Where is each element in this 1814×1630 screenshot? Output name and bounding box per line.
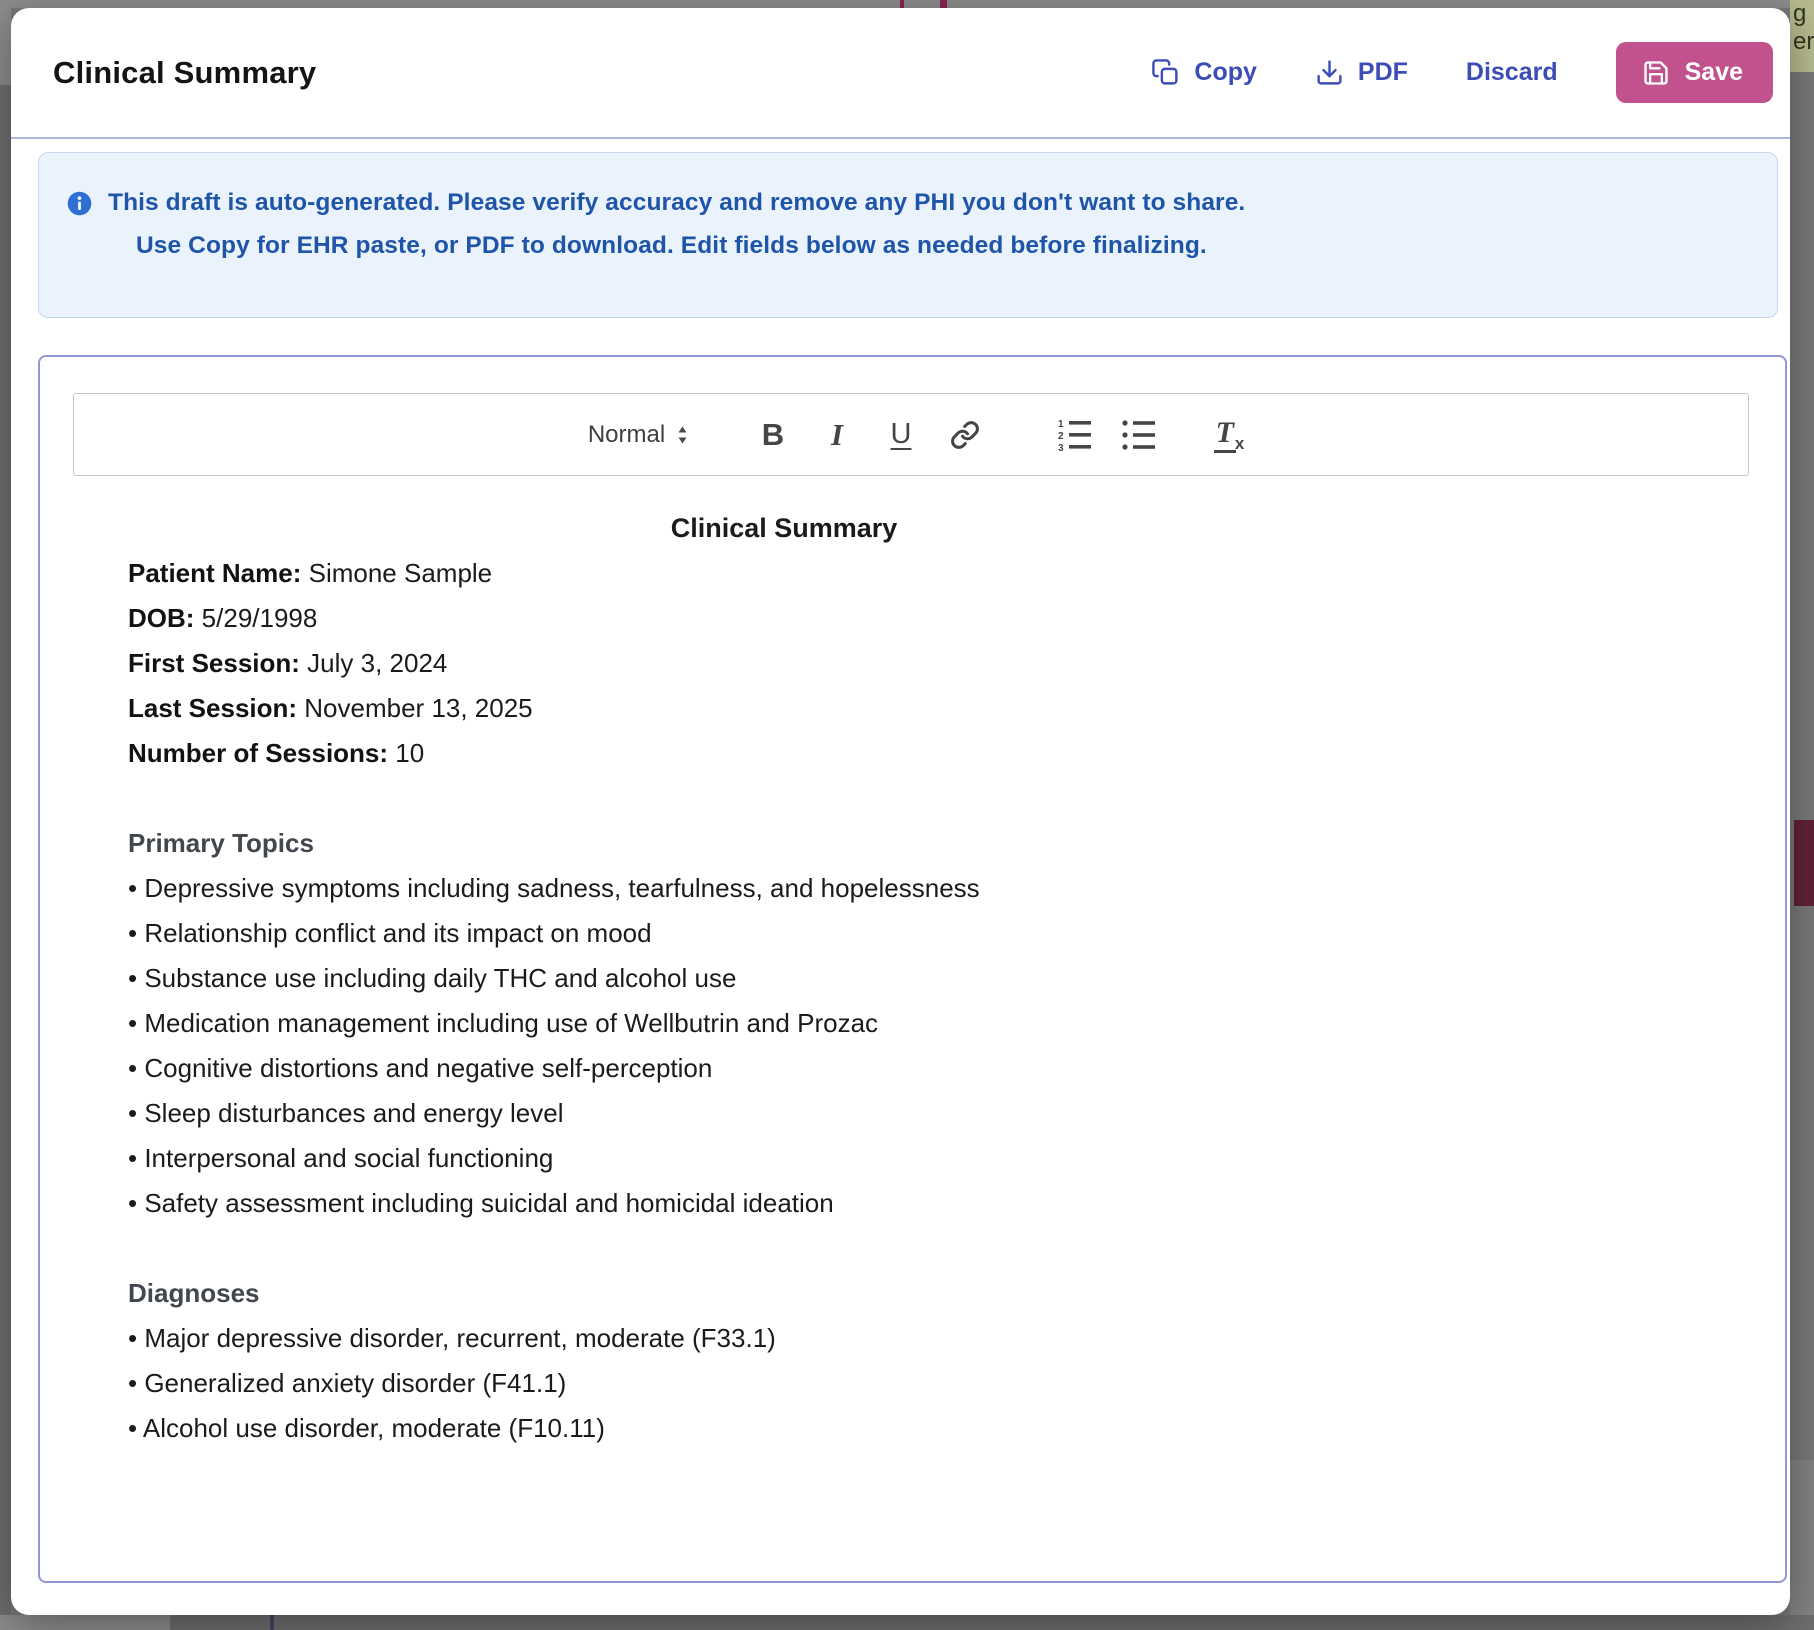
banner-line-1: This draft is auto-generated. Please verify accuracy and remove any PHI you don't want to share. bbox=[108, 189, 1246, 216]
copy-icon bbox=[1151, 58, 1180, 87]
clipped-text: er bbox=[1793, 28, 1814, 55]
save-button[interactable] bbox=[1616, 42, 1773, 103]
ordered-list-icon bbox=[1057, 418, 1093, 452]
doc-field: DOB: 5/29/1998 bbox=[128, 603, 318, 633]
pdf-label: PDF bbox=[1357, 58, 1408, 86]
doc-bullet: • Depressive symptoms including sadness, tearfulness, and hopelessness bbox=[128, 873, 980, 903]
doc-bullet: • Major depressive disorder, recurrent, moderate (F33.1) bbox=[128, 1323, 776, 1353]
doc-bullet: • Generalized anxiety disorder (F41.1) bbox=[128, 1368, 567, 1398]
format-dropdown[interactable] bbox=[573, 410, 703, 460]
pdf-download-button[interactable] bbox=[1315, 58, 1408, 87]
backdrop-right bbox=[1790, 1460, 1814, 1630]
backdrop-top bbox=[0, 0, 1790, 8]
dropdown-arrows-icon bbox=[677, 425, 688, 445]
doc-bullet: • Alcohol use disorder, moderate (F10.11) bbox=[128, 1413, 605, 1443]
copy-label: Copy bbox=[1194, 58, 1257, 86]
doc-title: Clinical Summary bbox=[670, 513, 898, 543]
document-body bbox=[128, 506, 1440, 1451]
doc-bullet: • Relationship conflict and its impact on mood bbox=[128, 918, 652, 948]
rich-text-editor bbox=[38, 355, 1787, 1583]
clear-formatting-button[interactable] bbox=[1209, 410, 1249, 460]
editor-content-area[interactable] bbox=[40, 476, 1785, 1581]
backdrop-left bbox=[0, 0, 11, 85]
save-icon bbox=[1642, 59, 1670, 87]
doc-spacer bbox=[128, 1226, 1440, 1271]
link-button[interactable] bbox=[945, 410, 985, 460]
info-banner bbox=[38, 152, 1778, 318]
doc-bullet: • Cognitive distortions and negative self-perception bbox=[128, 1053, 713, 1083]
backdrop-bottom-line bbox=[270, 1613, 274, 1630]
backdrop-highlight-fragment bbox=[1790, 0, 1814, 72]
editor-toolbar bbox=[73, 393, 1749, 476]
bullet-list-icon bbox=[1121, 418, 1157, 452]
banner-text bbox=[108, 188, 1245, 261]
doc-bullet: • Safety assessment including suicidal and homicidal ideation bbox=[128, 1188, 834, 1218]
doc-field: Last Session: November 13, 2025 bbox=[128, 693, 533, 723]
backdrop-accent-tick bbox=[940, 0, 947, 8]
save-label: Save bbox=[1684, 58, 1743, 86]
underline-button[interactable] bbox=[881, 410, 921, 460]
doc-bullet: • Sleep disturbances and energy level bbox=[128, 1098, 564, 1128]
page-title: Clinical Summary bbox=[53, 54, 317, 90]
doc-heading: Diagnoses bbox=[128, 1278, 260, 1308]
italic-icon: I bbox=[830, 416, 844, 452]
discard-label: Discard bbox=[1465, 58, 1558, 86]
underline-icon: U bbox=[890, 418, 912, 450]
italic-button[interactable] bbox=[817, 410, 857, 460]
backdrop-bottom bbox=[0, 1615, 170, 1630]
doc-field: Patient Name: Simone Sample bbox=[128, 558, 493, 588]
bold-icon: B bbox=[761, 416, 785, 452]
format-dropdown-value: Normal bbox=[587, 420, 666, 448]
doc-bullet: • Interpersonal and social functioning bbox=[128, 1143, 554, 1173]
download-icon bbox=[1315, 58, 1344, 87]
clear-formatting-icon: $T_x$ bbox=[1215, 415, 1245, 453]
header-divider bbox=[11, 137, 1790, 139]
info-icon bbox=[66, 190, 93, 217]
backdrop-right bbox=[1790, 0, 1814, 1630]
doc-field: Number of Sessions: 10 bbox=[128, 738, 425, 768]
copy-button[interactable] bbox=[1151, 58, 1257, 87]
bold-button[interactable] bbox=[753, 410, 793, 460]
backdrop-left bbox=[0, 85, 11, 1630]
doc-bullet: • Medication management including use of Wellbutrin and Prozac bbox=[128, 1008, 879, 1038]
doc-bullet: • Substance use including daily THC and alcohol use bbox=[128, 963, 737, 993]
doc-heading: Primary Topics bbox=[128, 828, 314, 858]
doc-field: First Session: July 3, 2024 bbox=[128, 648, 448, 678]
clinical-summary-modal bbox=[11, 8, 1790, 1615]
discard-button[interactable] bbox=[1466, 58, 1558, 87]
backdrop-accent-tick bbox=[900, 0, 904, 8]
svg-text:2: 2 bbox=[1058, 430, 1064, 442]
clipped-text: g bbox=[1793, 0, 1807, 27]
link-icon bbox=[950, 420, 980, 450]
svg-text:3: 3 bbox=[1058, 442, 1064, 452]
svg-text:1: 1 bbox=[1058, 418, 1064, 430]
backdrop-maroon-block bbox=[1794, 820, 1814, 906]
header-actions bbox=[1151, 42, 1773, 103]
modal-header bbox=[11, 8, 1790, 137]
doc-spacer bbox=[128, 776, 1440, 821]
bullet-list-button[interactable] bbox=[1119, 410, 1159, 460]
ordered-list-button[interactable] bbox=[1055, 410, 1095, 460]
banner-line-2: Use Copy for EHR paste, or PDF to download. Edit fields below as needed before finalizing. bbox=[136, 232, 1207, 259]
